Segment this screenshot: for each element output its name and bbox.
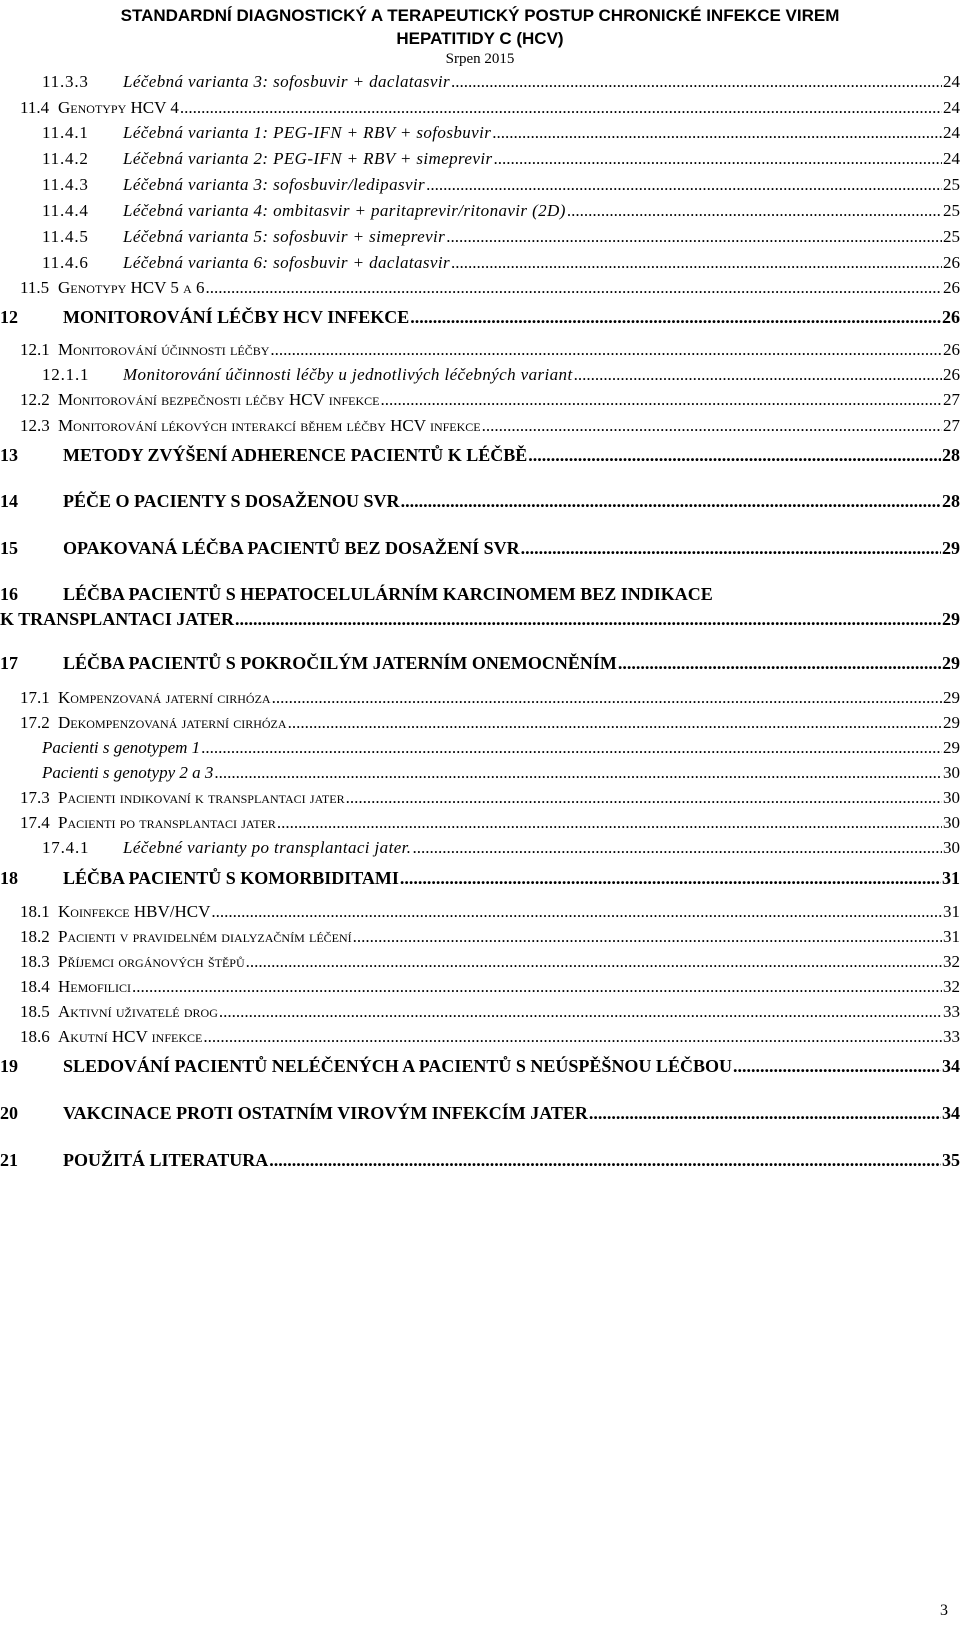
toc-entry[interactable]	[0, 149, 960, 169]
toc-entry-title: Léčebná varianta 2: PEG-IFN + RBV + simeprevir	[123, 149, 493, 168]
toc-entry-leader	[235, 609, 941, 630]
toc-entry[interactable]	[0, 927, 960, 947]
toc-entry-title: Léčebná varianta 4: ombitasvir + paritaprevir/ritonavir (2D)	[123, 201, 566, 220]
toc-entry-number: 16	[0, 584, 18, 604]
toc-entry-title: Monitorování účinnosti léčby u jednotlivých léčebných variant	[123, 365, 573, 384]
toc-entry[interactable]	[0, 445, 960, 466]
toc-entry-number: 11.5	[20, 278, 50, 297]
toc-entry-leader	[214, 763, 942, 783]
toc-entry-page: 26	[942, 307, 960, 327]
toc-entry-leader	[446, 227, 942, 247]
toc-entry-title: Monitorování účinnosti léčby	[58, 340, 270, 359]
toc-entry-title: Pacienti indikovaní k transplantaci jater	[58, 788, 345, 807]
toc-entry-title: Koinfekce HBV/HCV	[58, 902, 211, 921]
toc-entry[interactable]	[0, 1056, 960, 1077]
toc-entry-number: 12	[0, 307, 18, 327]
toc-entry[interactable]	[0, 1002, 960, 1022]
toc-entry-leader	[426, 175, 942, 195]
toc-entry-title: Aktivní uživatelé drog	[58, 1002, 218, 1021]
toc-entry[interactable]	[0, 538, 960, 559]
toc-entry-number: 12.1	[20, 340, 50, 359]
toc-entry[interactable]	[0, 584, 960, 630]
toc-entry-page: 29	[943, 713, 960, 732]
toc-entry-number: 18.2	[20, 927, 50, 946]
toc-entry-number: 11.4.1	[42, 123, 89, 142]
toc-entry-title: LÉČBA PACIENTŮ S KOMORBIDITAMI	[63, 868, 399, 888]
toc-entry-page: 31	[943, 902, 960, 921]
toc-entry-page: 24	[943, 72, 960, 91]
toc-entry-leader	[567, 201, 942, 221]
page-number: 3	[940, 1602, 948, 1619]
toc-entry-title: LÉČBA PACIENTŮ S POKROČILÝM JATERNÍM ONEMOCNĚNÍM	[63, 653, 617, 673]
toc-entry-leader	[246, 952, 942, 972]
toc-entry-leader	[493, 149, 942, 169]
toc-entry-leader	[401, 491, 941, 512]
toc-entry[interactable]	[0, 977, 960, 997]
toc-entry-title: Pacienti s genotypem 1	[42, 738, 201, 757]
toc-entry-title: Dekompenzovaná jaterní cirhóza	[58, 713, 287, 732]
toc-entry-page: 33	[943, 1002, 960, 1021]
toc-entry-title: LÉČBA PACIENTŮ S HEPATOCELULÁRNÍM KARCINOMEM BEZ INDIKACE	[63, 584, 713, 604]
toc-entry-page: 27	[943, 390, 960, 409]
toc-entry-leader	[203, 1027, 942, 1047]
toc-entry-leader	[451, 253, 942, 273]
toc-entry[interactable]	[0, 340, 960, 360]
toc-entry-leader	[589, 1103, 941, 1124]
toc-entry[interactable]	[0, 1150, 960, 1171]
toc-entry-number: 18.4	[20, 977, 50, 996]
toc-entry-page: 26	[943, 278, 960, 297]
toc-entry-title: METODY ZVÝŠENÍ ADHERENCE PACIENTŮ K LÉČBĚ	[63, 445, 528, 465]
toc-entry-page: 24	[943, 123, 960, 142]
toc-entry-leader	[132, 977, 942, 997]
toc-entry-number: 18	[0, 868, 18, 888]
toc-entry-leader	[618, 653, 941, 674]
toc-entry-number: 13	[0, 445, 18, 465]
toc-entry[interactable]	[0, 952, 960, 972]
toc-entry-number: 17.1	[20, 688, 50, 707]
toc-entry-leader	[180, 98, 942, 118]
toc-entry[interactable]	[0, 838, 960, 858]
toc-entry-number: 18.3	[20, 952, 50, 971]
toc-entry-title: Kompenzovaná jaterní cirhóza	[58, 688, 271, 707]
toc-entry-page: 24	[943, 98, 960, 117]
toc-entry-leader	[380, 390, 942, 410]
toc-entry-page: 32	[943, 952, 960, 971]
toc-entry-number: 11.4.6	[42, 253, 89, 272]
toc-entry[interactable]	[0, 123, 960, 143]
toc-entry-title: Hemofilici	[58, 977, 131, 996]
toc-entry-number: 12.3	[20, 416, 50, 435]
toc-entry[interactable]	[0, 365, 960, 385]
toc-entry-page: 28	[942, 445, 960, 465]
toc-entry-leader	[219, 1002, 942, 1022]
toc-entry-title: Léčebné varianty po transplantaci jater.	[123, 838, 412, 857]
toc-entry-leader	[277, 813, 942, 833]
toc-entry[interactable]	[0, 713, 960, 733]
toc-entry-number: 20	[0, 1103, 18, 1123]
toc-entry[interactable]	[0, 868, 960, 889]
toc-entry-page: 29	[942, 538, 960, 558]
toc-entry-number: 17	[0, 653, 18, 673]
toc-entry-number: 15	[0, 538, 18, 558]
document-header	[0, 4, 960, 68]
toc-entry-number: 14	[0, 491, 18, 511]
toc-entry[interactable]	[0, 1027, 960, 1047]
toc-entry-leader	[211, 902, 942, 922]
toc-entry[interactable]	[0, 491, 960, 512]
toc-entry-title: Pacienti po transplantaci jater	[58, 813, 276, 832]
toc-entry-leader	[353, 927, 942, 947]
toc-entry-title: Příjemci orgánových štěpů	[58, 952, 245, 971]
toc-entry-leader	[272, 688, 942, 708]
toc-entry-number: 17.3	[20, 788, 50, 807]
toc-entry-title: Pacienti s genotypy 2 a 3	[42, 763, 214, 782]
toc-entry-page: 25	[943, 201, 960, 220]
toc-entry-page: 34	[942, 1103, 960, 1123]
toc-entry-title: Genotypy HCV 5 a 6	[58, 278, 205, 297]
toc-entry-leader	[206, 278, 942, 298]
toc-entry-number: 21	[0, 1150, 18, 1170]
toc-entry-leader	[492, 123, 942, 143]
toc-entry-page: 33	[943, 1027, 960, 1046]
toc-entry-number: 19	[0, 1056, 18, 1076]
toc-entry-number: 17.4	[20, 813, 50, 832]
toc-entry-page: 30	[943, 788, 960, 807]
toc-entry-number: 18.1	[20, 902, 50, 921]
toc-entry[interactable]	[0, 653, 960, 674]
toc-entry-leader	[410, 307, 941, 328]
toc-entry-page: 26	[943, 365, 960, 384]
toc-entry-leader	[482, 416, 942, 436]
toc-entry-title: OPAKOVANÁ LÉČBA PACIENTŮ BEZ DOSAŽENÍ SVR	[63, 538, 520, 558]
toc-entry-page: 26	[943, 340, 960, 359]
toc-entry-number: 11.4.2	[42, 149, 89, 168]
toc-entry[interactable]	[0, 227, 960, 247]
toc-entry[interactable]	[0, 738, 960, 758]
toc-entry-page: 29	[943, 688, 960, 707]
toc-entry-title: Genotypy HCV 4	[58, 98, 179, 117]
toc-entry-number: 17.2	[20, 713, 50, 732]
toc-entry-title: Léčebná varianta 3: sofosbuvir/ledipasvir	[123, 175, 426, 194]
toc-entry-leader	[528, 445, 941, 466]
toc-entry-page: 29	[942, 653, 960, 673]
toc-entry-title: Léčebná varianta 3: sofosbuvir + daclatasvir	[123, 72, 451, 91]
toc-entry-page: 24	[943, 149, 960, 168]
toc-entry[interactable]	[0, 98, 960, 118]
toc-entry[interactable]	[0, 278, 960, 298]
toc-entry-page: 34	[942, 1056, 960, 1076]
toc-entry-number: 17.4.1	[42, 838, 90, 857]
toc-entry-page: 32	[943, 977, 960, 996]
document-title-line1: STANDARDNÍ DIAGNOSTICKÝ A TERAPEUTICKÝ POSTUP CHRONICKÉ INFEKCE VIREM	[120, 6, 840, 25]
toc-entry-leader	[269, 1150, 941, 1171]
toc-entry-leader	[451, 72, 942, 92]
toc-entry-number: 12.2	[20, 390, 50, 409]
toc-entry[interactable]	[0, 72, 960, 92]
toc-entry-leader	[346, 788, 942, 808]
toc-entry-title: Monitorování bezpečnosti léčby HCV infekce	[58, 390, 380, 409]
toc-entry[interactable]	[0, 416, 960, 436]
toc-entry-page: 30	[943, 813, 960, 832]
toc-entry-title: VAKCINACE PROTI OSTATNÍM VIROVÝM INFEKCÍM JATER	[63, 1103, 588, 1123]
toc-entry[interactable]	[0, 307, 960, 328]
toc-entry-leader	[288, 713, 942, 733]
toc-entry-page: 26	[943, 253, 960, 272]
toc-entry-title: Léčebná varianta 6: sofosbuvir + daclatasvir	[123, 253, 451, 272]
toc-entry-title: Monitorování lékových interakcí během léčby HCV infekce	[58, 416, 481, 435]
toc-entry-page: 25	[943, 227, 960, 246]
toc-entry-page: 30	[943, 838, 960, 857]
toc-entry[interactable]	[0, 1103, 960, 1124]
toc-entry[interactable]	[0, 902, 960, 922]
toc-entry-title: PÉČE O PACIENTY S DOSAŽENOU SVR	[63, 491, 400, 511]
toc-entry-leader	[270, 340, 942, 360]
toc-entry[interactable]	[0, 253, 960, 273]
toc-entry-title: POUŽITÁ LITERATURA	[63, 1150, 269, 1170]
toc-entry-number: 18.6	[20, 1027, 50, 1046]
toc-entry-leader	[521, 538, 941, 559]
toc-entry-leader	[201, 738, 942, 758]
toc-entry-page: 27	[943, 416, 960, 435]
toc-entry[interactable]	[0, 390, 960, 410]
toc-entry[interactable]	[0, 763, 960, 783]
toc-entry-leader	[733, 1056, 941, 1077]
toc-entry-title: SLEDOVÁNÍ PACIENTŮ NELÉČENÝCH A PACIENTŮ S NEÚSPĚŠNOU LÉČBOU	[63, 1056, 732, 1076]
toc-entry-page: 35	[942, 1150, 960, 1170]
toc-entry-page: 25	[943, 175, 960, 194]
toc-entry[interactable]	[0, 201, 960, 221]
toc-entry-title: Akutní HCV infekce	[58, 1027, 203, 1046]
toc-entry[interactable]	[0, 688, 960, 708]
toc-entry[interactable]	[0, 788, 960, 808]
toc-entry-number: 18.5	[20, 1002, 50, 1021]
toc-entry-title: MONITOROVÁNÍ LÉČBY HCV INFEKCE	[63, 307, 410, 327]
toc-entry-page: 29	[943, 738, 960, 757]
toc-entry-page: 31	[943, 927, 960, 946]
toc-entry-leader	[400, 868, 941, 889]
toc-entry-number: 11.3.3	[42, 72, 89, 91]
toc-entry-page: 28	[942, 491, 960, 511]
toc-entry-title: Léčebná varianta 1: PEG-IFN + RBV + sofosbuvir	[123, 123, 492, 142]
toc-entry-page: 29	[942, 609, 960, 629]
toc-entry-title: Pacienti v pravidelném dialyzačním léčení	[58, 927, 352, 946]
toc-entry[interactable]	[0, 175, 960, 195]
toc-entry-page: 30	[943, 763, 960, 782]
toc-entry-leader	[574, 365, 942, 385]
toc-entry-number: 11.4	[20, 98, 50, 117]
toc-entry-number: 11.4.5	[42, 227, 89, 246]
toc-entry-title-continued: K TRANSPLANTACI JATER	[0, 609, 235, 629]
toc-entry-leader	[412, 838, 942, 858]
toc-entry-number: 11.4.3	[42, 175, 89, 194]
toc-entry-page: 31	[942, 868, 960, 888]
document-date: Srpen 2015	[445, 51, 515, 67]
toc-entry-number: 12.1.1	[42, 365, 90, 384]
document-title-line2: HEPATITIDY C (HCV)	[396, 29, 564, 48]
toc-entry-number: 11.4.4	[42, 201, 89, 220]
toc-entry-title: Léčebná varianta 5: sofosbuvir + simeprevir	[123, 227, 446, 246]
toc-entry[interactable]	[0, 813, 960, 833]
